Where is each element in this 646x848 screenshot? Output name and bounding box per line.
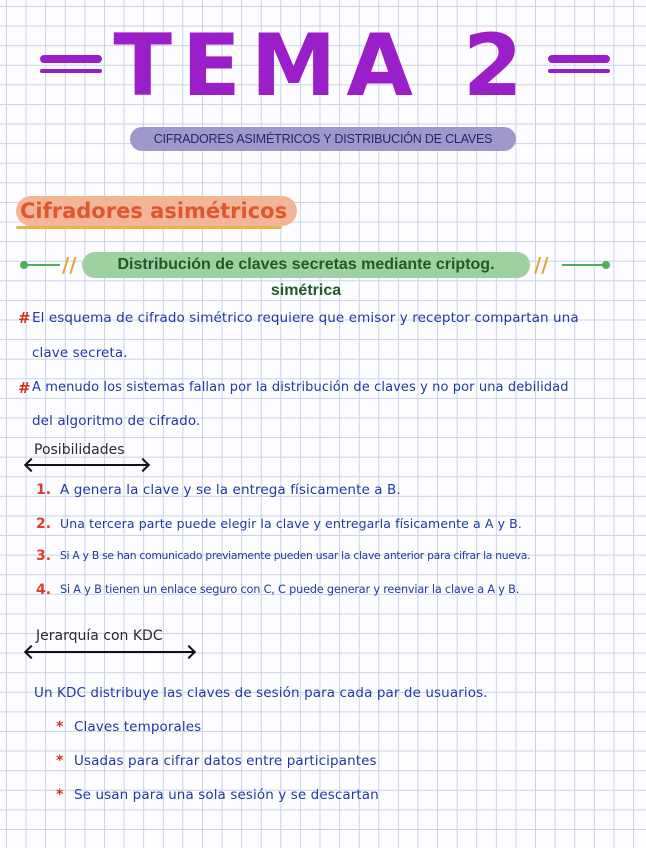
arrow-right-head-icon <box>182 645 196 659</box>
right-green-line <box>562 264 606 266</box>
section-heading: Cifradores asimétricos <box>16 196 297 226</box>
right-slashes: // <box>534 253 549 277</box>
possibility-text: Una tercera parte puede elegir la clave y entregarla físicamente a A y B. <box>60 516 522 531</box>
hash-bullet-icon: # <box>18 309 31 327</box>
kdc-item: Se usan para una sola sesión y se descartan <box>74 787 379 803</box>
page-title: TEMA 2 <box>113 16 533 116</box>
hash-bullet-icon: # <box>18 379 31 397</box>
kdc-item: Usadas para cifrar datos entre participantes <box>74 753 377 769</box>
asterisk-bullet-icon: * <box>56 753 64 769</box>
arrow-right-head-icon <box>136 458 150 472</box>
kdc-item: Claves temporales <box>74 719 202 735</box>
possibility-number: 2. <box>36 516 52 532</box>
arrow-left-head-icon <box>24 645 38 659</box>
section-underline <box>16 226 282 229</box>
subtitle-badge: CIFRADORES ASIMÉTRICOS Y DISTRIBUCIÓN DE CLAVES <box>130 127 516 151</box>
bullet-2-line-2: del algoritmo de cifrado. <box>32 413 201 429</box>
possibilities-heading: Posibilidades <box>34 442 125 458</box>
bullet-2-line-1: A menudo los sistemas fallan por la distribución de claves y no por una debilidad <box>32 380 569 395</box>
possibility-text: A genera la clave y se la entrega físicamente a B. <box>60 482 401 498</box>
possibility-text: Si A y B tienen un enlace seguro con C, C puede generar y reenviar la clave a A y B. <box>60 583 520 596</box>
possibility-number: 3. <box>36 548 52 564</box>
kdc-arrow <box>26 651 194 653</box>
bullet-1-line-1: El esquema de cifrado simétrico requiere que emisor y receptor compartan una <box>32 310 579 326</box>
arrow-left-head-icon <box>24 458 38 472</box>
asterisk-bullet-icon: * <box>56 719 64 735</box>
left-slashes: // <box>62 253 77 277</box>
possibilities-arrow <box>26 464 148 466</box>
asterisk-bullet-icon: * <box>56 787 64 803</box>
possibility-text: Si A y B se han comunicado previamente pueden usar la clave anterior para cifrar la nueva. <box>60 549 531 562</box>
possibility-number: 4. <box>36 582 52 598</box>
right-green-dot <box>602 261 610 269</box>
sub-heading: Distribución de claves secretas mediante criptog. simétrica <box>82 252 530 278</box>
kdc-heading: Jerarquía con KDC <box>36 628 163 644</box>
possibility-number: 1. <box>36 482 52 498</box>
left-green-line <box>24 264 60 266</box>
kdc-intro: Un KDC distribuye las claves de sesión para cada par de usuarios. <box>34 685 488 701</box>
bullet-1-line-2: clave secreta. <box>32 345 128 361</box>
